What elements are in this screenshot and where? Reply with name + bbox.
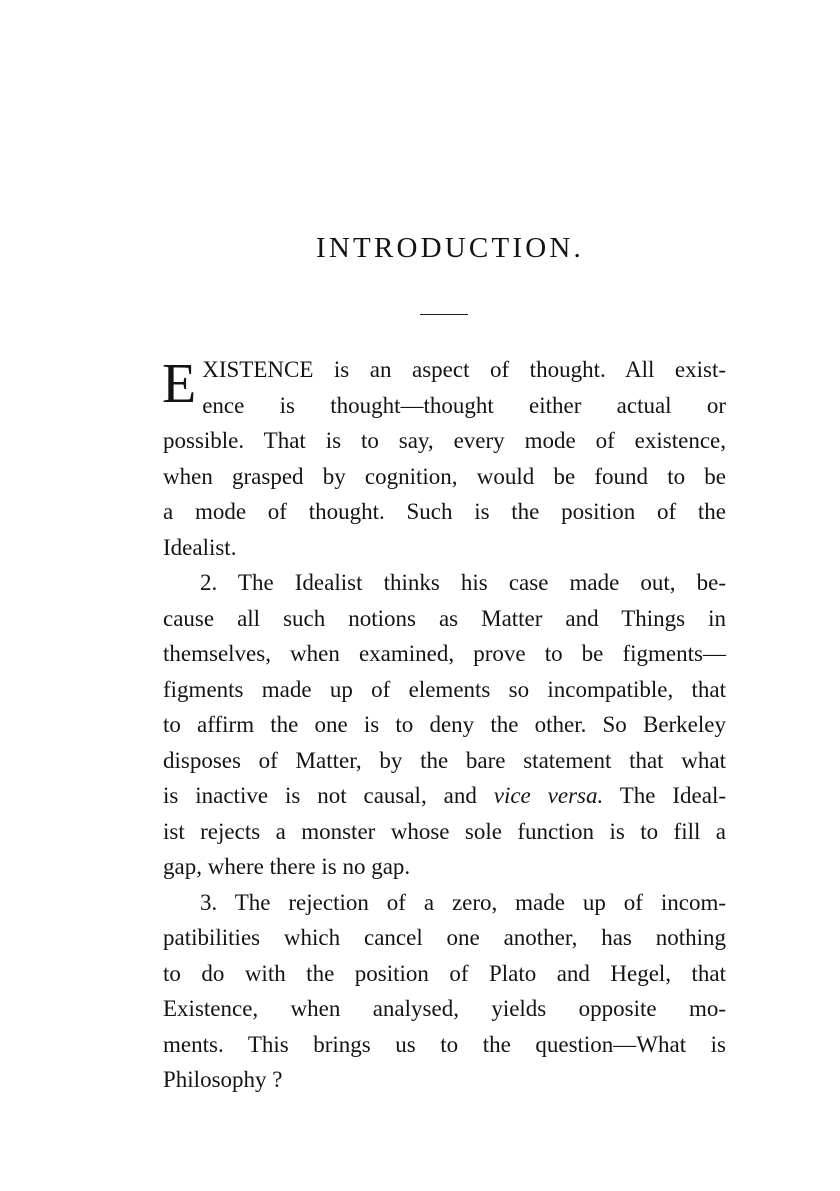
text-line: figments made up of elements so incompatible, that	[163, 676, 726, 702]
body-text	[163, 352, 726, 1098]
drop-cap: E	[162, 353, 197, 415]
text-line: to do with the position of Plato and Hegel, that	[163, 960, 726, 986]
text-line: Idealist.	[163, 534, 237, 560]
text-line: cause all such notions as Matter and Things in	[163, 605, 726, 631]
text-line: Existence, when analysed, yields opposite mo-	[163, 996, 726, 1021]
italic-phrase: vice versa.	[493, 783, 604, 808]
page-title: INTRODUCTION.	[316, 232, 584, 264]
text-line: ence is thought—thought either actual or	[202, 392, 726, 418]
paragraph-1	[163, 352, 726, 565]
text-line: gap, where there is no gap.	[163, 854, 411, 879]
text-line: 2. The Idealist thinks his case made out, be-	[200, 570, 726, 595]
text-line: 3. The rejection of a zero, made up of incom-	[200, 889, 726, 915]
text-line: themselves, when examined, prove to be figments—	[163, 641, 726, 666]
text-line: XISTENCE is an aspect of thought. All exist-	[202, 357, 726, 382]
text-line: when grasped by cognition, would be found to be	[163, 463, 726, 489]
text-line: to affirm the one is to deny the other. So Berkeley	[163, 712, 726, 737]
text-segment: is inactive is not causal, and	[163, 783, 494, 808]
text-line	[163, 778, 726, 814]
text-line: disposes of Matter, by the bare statement that what	[163, 747, 726, 773]
text-line: a mode of thought. Such is the position of the	[163, 499, 726, 524]
paragraph-3	[163, 885, 726, 1098]
text-line: ments. This brings us to the question—What is	[163, 1031, 726, 1057]
text-line: possible. That is to say, every mode of existence,	[163, 428, 726, 453]
paragraph-2	[163, 565, 726, 885]
text-line: patibilities which cancel one another, has nothing	[163, 925, 726, 950]
title-rule	[420, 314, 468, 315]
text-segment: The Ideal-	[603, 783, 727, 808]
text-line: Philosophy ?	[163, 1067, 283, 1092]
text-line: ist rejects a monster whose sole function is to fill a	[163, 818, 726, 844]
